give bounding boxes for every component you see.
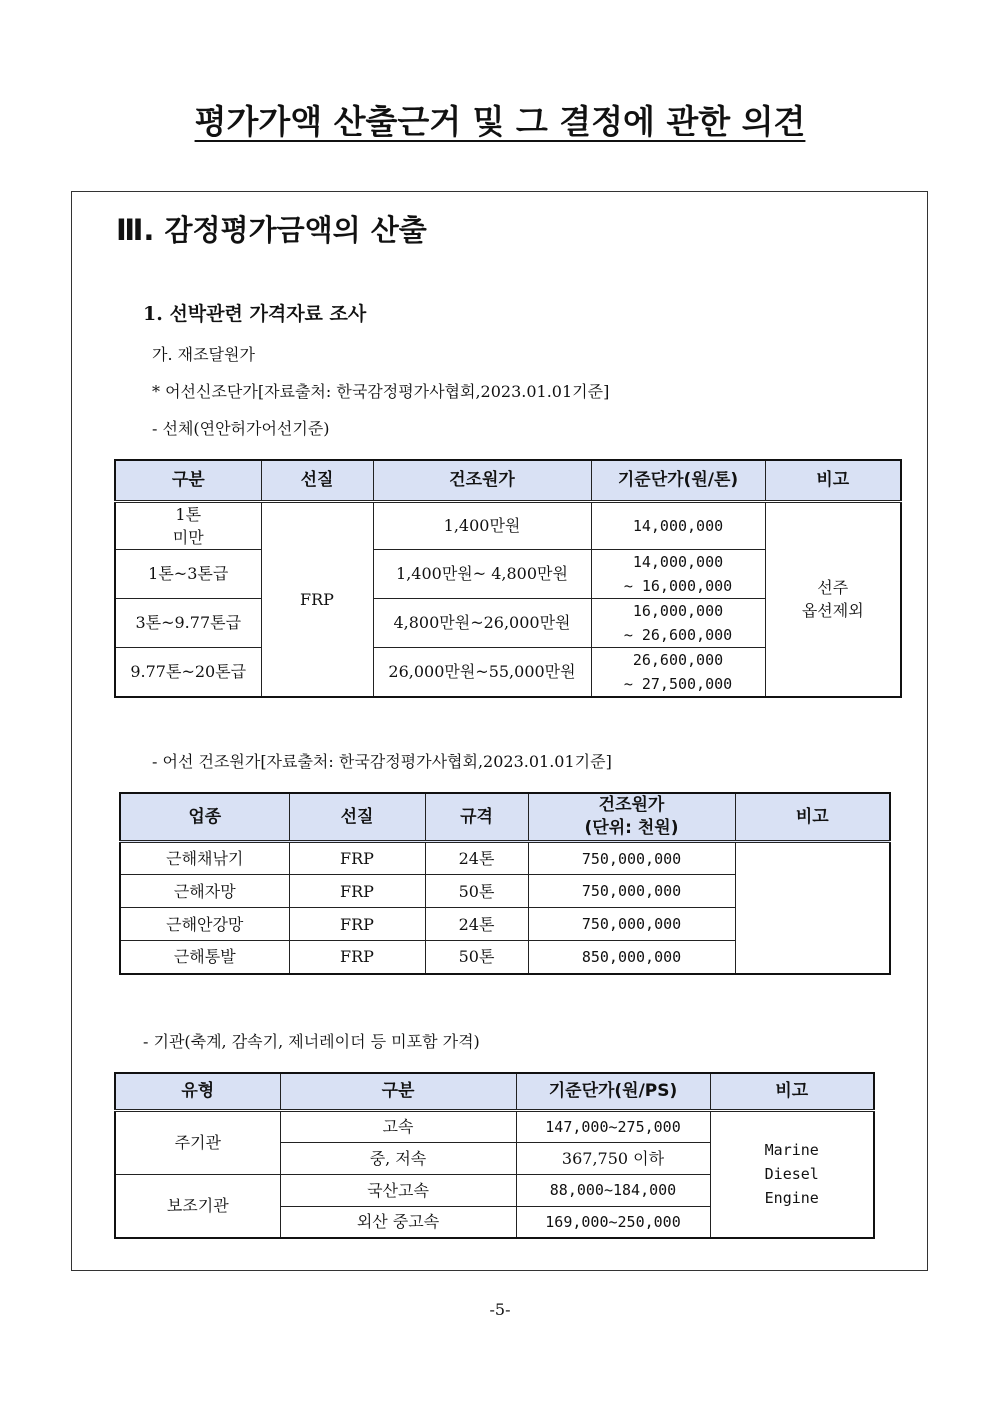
vessel-type-cell: 근해자망: [120, 875, 289, 908]
vessel-cost-cell: 750,000,000: [528, 842, 735, 875]
engine-kind-cell: 중, 저속: [280, 1142, 516, 1174]
vessel-cost-table: [119, 792, 891, 975]
page-title: 평가가액 산출근거 및 그 결정에 관한 의견: [194, 102, 806, 141]
hull-class-cell: 9.77톤~20톤급: [115, 647, 261, 697]
subsection-title: 1. 선박관련 가격자료 조사: [143, 303, 367, 325]
hull-header-unit-price: 기준단가(원/톤): [591, 460, 765, 501]
engine-kind-cell: 외산 중고속: [280, 1206, 516, 1238]
table-row: [115, 1110, 874, 1142]
vessel-header-cost: 건조원가 (단위: 천원): [528, 793, 735, 842]
hull-caption: - 선체(연안허가어선기준): [152, 419, 330, 438]
engine-kind-cell: 고속: [280, 1110, 516, 1142]
vessel-cost-cell: 750,000,000: [528, 875, 735, 908]
hull-header-class: 구분: [115, 460, 261, 501]
engine-price-cell: 367,750 이하: [516, 1142, 710, 1174]
vessel-type-cell: 근해안강망: [120, 908, 289, 941]
hull-unit-cell: 14,000,000 ~ 16,000,000: [591, 549, 765, 598]
engine-remark-cell: Marine Diesel Engine: [710, 1110, 874, 1238]
engine-caption: - 기관(축계, 감속기, 제너레이더 등 미포함 가격): [143, 1032, 480, 1051]
hull-cost-cell: 4,800만원~26,000만원: [373, 598, 591, 647]
hull-class-cell: 1톤~3톤급: [115, 549, 261, 598]
vessel-type-cell: 근해채낚기: [120, 842, 289, 875]
engine-main-cell: 주기관: [115, 1110, 280, 1174]
vessel-caption: - 어선 건조원가[자료출처: 한국감정평가사협회,2023.01.01기준]: [152, 752, 612, 771]
vessel-material-cell: FRP: [289, 941, 425, 974]
hull-price-table: [114, 459, 902, 698]
engine-header-remark: 비고: [710, 1073, 874, 1110]
vessel-size-cell: 50톤: [425, 875, 528, 908]
engine-price-cell: 147,000~275,000: [516, 1110, 710, 1142]
engine-header-type: 유형: [115, 1073, 280, 1110]
vessel-remark-cell: [735, 842, 890, 974]
engine-kind-cell: 국산고속: [280, 1174, 516, 1206]
engine-aux-cell: 보조기관: [115, 1174, 280, 1238]
hull-header-cost: 건조원가: [373, 460, 591, 501]
vessel-size-cell: 24톤: [425, 908, 528, 941]
source-note: * 어선신조단가[자료출처: 한국감정평가사협회,2023.01.01기준]: [152, 382, 610, 401]
vessel-header-size: 규격: [425, 793, 528, 842]
engine-price-cell: 169,000~250,000: [516, 1206, 710, 1238]
item-a-heading: 가. 재조달원가: [152, 345, 255, 364]
vessel-cost-cell: 750,000,000: [528, 908, 735, 941]
hull-class-cell: 3톤~9.77톤급: [115, 598, 261, 647]
hull-unit-cell: 26,600,000 ~ 27,500,000: [591, 647, 765, 697]
engine-header-unit-price: 기준단가(원/PS): [516, 1073, 710, 1110]
vessel-header-material: 선질: [289, 793, 425, 842]
vessel-material-cell: FRP: [289, 908, 425, 941]
engine-header-kind: 구분: [280, 1073, 516, 1110]
hull-remark-cell: 선주 옵션제외: [765, 501, 901, 697]
section-title: Ⅲ. 감정평가금액의 산출: [116, 213, 427, 247]
hull-cost-cell: 26,000만원~55,000만원: [373, 647, 591, 697]
vessel-type-cell: 근해통발: [120, 941, 289, 974]
page-number: -5-: [489, 1300, 511, 1319]
hull-class-cell: 1톤 미만: [115, 501, 261, 549]
vessel-size-cell: 24톤: [425, 842, 528, 875]
hull-cost-cell: 1,400만원~ 4,800만원: [373, 549, 591, 598]
hull-header-remark: 비고: [765, 460, 901, 501]
hull-unit-cell: 16,000,000 ~ 26,600,000: [591, 598, 765, 647]
hull-material-cell: FRP: [261, 501, 373, 697]
hull-unit-cell: 14,000,000: [591, 501, 765, 549]
vessel-cost-cell: 850,000,000: [528, 941, 735, 974]
engine-price-cell: 88,000~184,000: [516, 1174, 710, 1206]
vessel-material-cell: FRP: [289, 842, 425, 875]
vessel-size-cell: 50톤: [425, 941, 528, 974]
table-row: [120, 842, 890, 875]
vessel-material-cell: FRP: [289, 875, 425, 908]
hull-cost-cell: 1,400만원: [373, 501, 591, 549]
vessel-header-type: 업종: [120, 793, 289, 842]
vessel-header-remark: 비고: [735, 793, 890, 842]
hull-header-material: 선질: [261, 460, 373, 501]
table-row: [115, 501, 901, 549]
engine-price-table: [114, 1072, 875, 1239]
